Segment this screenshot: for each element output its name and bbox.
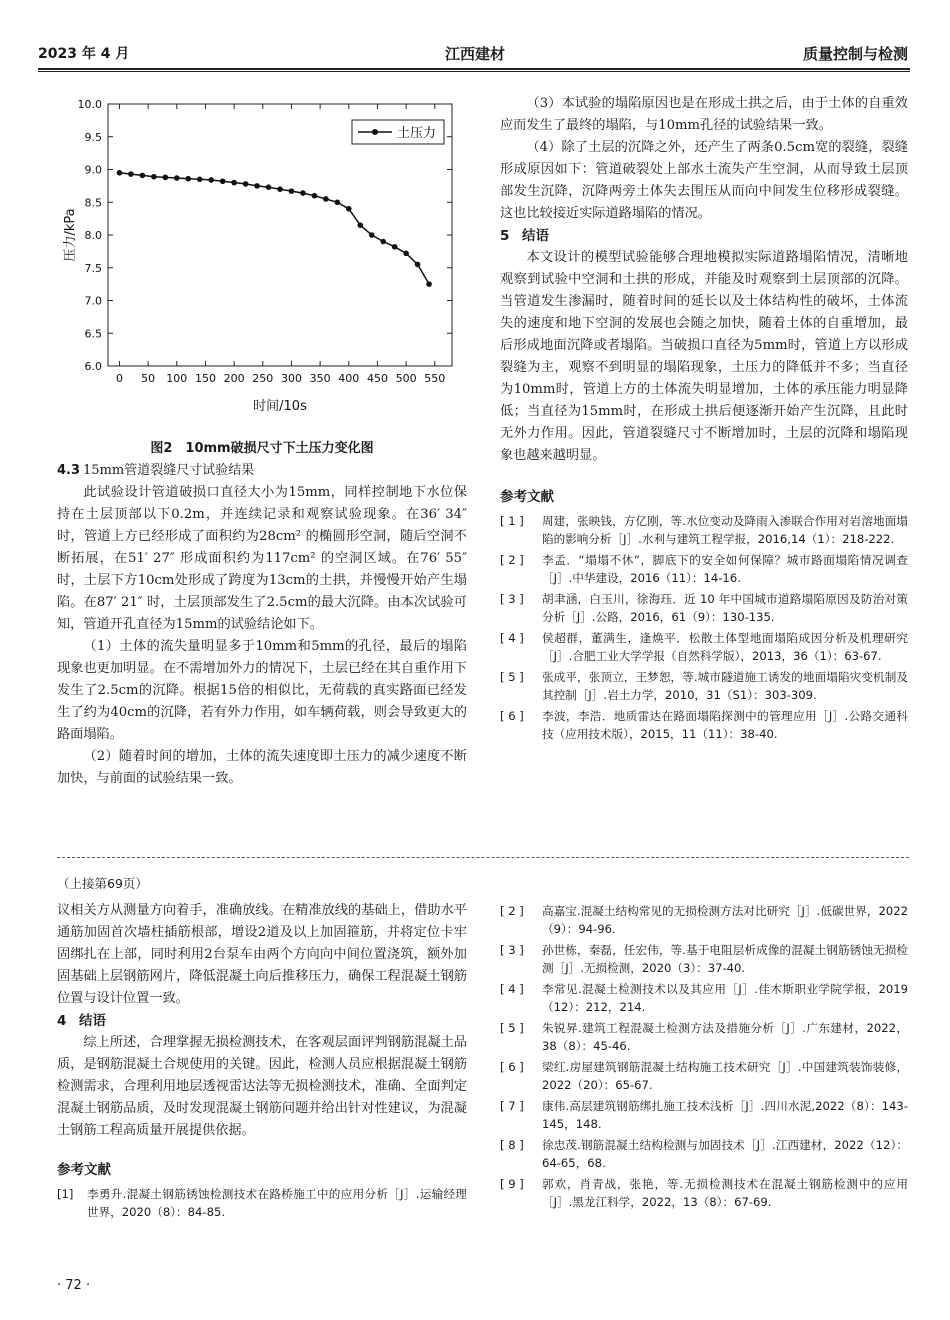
reference-text: 李孟．“塌塌不休”，脚底下的安全如何保障？城市路面塌陷情况调查［J］.中华建设，2016（11）：14-16. xyxy=(542,553,908,585)
reference-number: [ 5 ] xyxy=(500,1021,524,1035)
y-tick-label: 10.0 xyxy=(77,98,102,111)
header-rule xyxy=(38,68,910,70)
reference-text: 梁红.房屋建筑钢筋混凝土结构施工技术研究［J］.中国建筑装饰装修，2022（20）：65-67. xyxy=(542,1060,908,1092)
references-title: 参考文献 xyxy=(500,489,554,505)
reference-number: [ 3 ] xyxy=(500,943,524,957)
data-point xyxy=(426,281,432,287)
reference-number: [ 6 ] xyxy=(500,1060,524,1074)
y-tick-label: 7.5 xyxy=(84,261,102,275)
reference-text: 高嘉宝.混凝土结构常见的无损检测方法对比研究［J］.低碳世界，2022（9）：94-96. xyxy=(542,904,908,936)
legend-marker xyxy=(372,129,378,135)
legend xyxy=(352,120,444,144)
y-tick-label: 7.0 xyxy=(84,294,102,308)
data-point xyxy=(185,176,191,182)
paragraph: （1）土体的流失量明显多于10mm和5mm的孔径，最后的塌陷现象也更加明显。在不需增加外力的情况下，土层已经在其自重作用下发生了2.5cm的沉降。根据15倍的相似比，无荷载的真实路面已经发生了约为40cm的沉降，若有外力作用，如车辆荷载，则会导致更大的路面塌陷。 xyxy=(57,639,467,742)
paragraph: 本文设计的模型试验能够合理地模拟实际道路塌陷情况，清晰地观察到试验中空洞和土拱的形成，并能及时观察到土层顶部的沉降。当管道发生渗漏时，随着时间的延长以及土体结构性的破坏，土体流失的速度和地下空洞的发展也会随之加快，随着土体的自重增加，最后形成地面沉降或者塌陷。当破损口直径为5mm时，管道上方以形成裂缝为主，观察不到明显的塌陷现象，土压力的降低并不多；当直径为10mm时，管道上方的土体流失明显增加，土体的承压能力明显降低；当直径为15mm时，在形成土拱后便逐渐开始产生沉降，且此时无外力作用。因此，管道裂缝尺寸不断增加时，土层的沉降和塌陷现象也越来越明显。 xyxy=(500,250,908,463)
data-point xyxy=(312,193,318,199)
x-tick-label: 250 xyxy=(252,372,274,385)
right-column xyxy=(500,93,908,747)
reference-item xyxy=(500,708,908,743)
reference-number: [ 4 ] xyxy=(500,982,524,996)
page-number: · 72 · xyxy=(57,1278,91,1293)
reference-text: 李波，李浩．地质雷达在路面塌陷探测中的管理应用［J］.公路交通科技（应用技术版），2015，11（11）：38-40. xyxy=(542,709,908,741)
data-point xyxy=(415,262,421,268)
data-point xyxy=(243,181,249,187)
reference-item xyxy=(500,1098,908,1133)
data-point xyxy=(174,175,180,181)
data-point xyxy=(266,184,272,190)
section-4-number: 4 xyxy=(57,1013,67,1029)
data-point xyxy=(403,251,409,257)
reference-item xyxy=(500,1059,908,1094)
reference-item xyxy=(500,903,908,938)
data-point xyxy=(208,177,214,183)
reference-item xyxy=(500,981,908,1016)
pressure-chart xyxy=(60,90,465,430)
reference-item xyxy=(500,1137,908,1172)
reference-item xyxy=(500,669,908,704)
header-date: 2023 年 4 月 xyxy=(38,46,130,62)
reference-text: 徐忠茂.钢筋混凝土结构检测与加固技术［J］.江西建材，2022（12）：64-65，68. xyxy=(542,1138,908,1170)
data-point xyxy=(197,177,203,183)
paragraph: （3）本试验的塌陷原因也是在形成土拱之后，由于土体的自重效应而发生了最终的塌陷，与10mm孔径的试验结果一致。 xyxy=(500,96,908,133)
reference-number: [ 2 ] xyxy=(500,904,524,918)
reference-item xyxy=(500,942,908,977)
legend-label: 土压力 xyxy=(397,126,437,141)
data-point xyxy=(128,171,134,177)
reference-number: [ 1 ] xyxy=(500,514,524,528)
continued-note: （上接第69页） xyxy=(57,876,148,891)
paragraph: 综上所述，合理掌握无损检测技术，在客观层面评判钢筋混凝土品质，是钢筋混凝土合规使用的关键。因此，检测人员应根据混凝土钢筋检测需求，合理利用地层透视雷达法等无损检测技术，准确、全面判定混凝土钢筋品质，及时发现混凝土钢筋问题并给出针对性建议，为混凝土钢筋工程高质量开展提供依据。 xyxy=(57,1035,467,1138)
reference-text: 胡聿涵，白玉川，徐海珏．近 10 年中国城市道路塌陷原因及防治对策分析［J］.公路，2016，61（9）：130-135. xyxy=(542,592,908,624)
header-journal: 江西建材 xyxy=(444,45,505,63)
y-axis-label: 压力/kPa xyxy=(63,208,78,262)
reference-item xyxy=(500,1020,908,1055)
x-tick-label: 50 xyxy=(141,372,156,385)
x-axis-label: 时间/10s xyxy=(253,399,307,414)
reference-text: 侯超群，董满生，逢焕平．松散土体型地面塌陷成因分析及机理研究［J］.合肥工业大学学报（自然科学版），2013，36（1）：63-67. xyxy=(542,631,908,663)
y-tick-label: 8.0 xyxy=(84,229,102,242)
reference-number: [1] xyxy=(57,1187,74,1201)
data-point xyxy=(346,206,352,212)
reference-list xyxy=(500,513,908,743)
y-tick-label: 6.5 xyxy=(84,327,102,341)
reference-text: 李勇升.混凝土钢筋锈蚀检测技术在路桥施工中的应用分析［J］.运输经理世界，2020（8）：84-85. xyxy=(87,1187,467,1219)
x-tick-label: 550 xyxy=(424,372,446,385)
x-tick-label: 150 xyxy=(194,372,216,385)
y-tick-label: 9.5 xyxy=(84,130,102,144)
paragraph: （2）随着时间的增加，土体的流失速度即土压力的减少速度不断加快，与前面的试验结果一致。 xyxy=(57,749,467,786)
section-4-3-number: 4.3 xyxy=(57,463,81,478)
data-point xyxy=(220,178,226,184)
header-section: 质量控制与检测 xyxy=(802,45,908,63)
y-tick-label: 9.0 xyxy=(84,163,102,177)
references-title: 参考文献 xyxy=(57,1162,111,1178)
reference-item xyxy=(500,552,908,587)
section-4-3-title: 15mm管道裂缝尺寸试验结果 xyxy=(83,463,255,478)
reference-item xyxy=(57,1186,467,1221)
data-point xyxy=(277,186,283,192)
reference-item xyxy=(500,1176,908,1211)
bottom-right-column xyxy=(500,903,908,1215)
reference-text: 李常见.混凝土检测技术以及其应用［J］.佳木斯职业学院学报，2019（12）：212，214. xyxy=(542,982,908,1014)
reference-text: 张成平，张顶立，王梦恕，等.城市隧道施工诱发的地面塌陷灾变机制及其控制［J］.岩土力学，2010，31（S1）：303-309. xyxy=(542,670,908,702)
data-point xyxy=(323,196,329,202)
data-point xyxy=(289,188,295,194)
paragraph: 议相关方从测量方向着手，准确放线。在精准放线的基础上，借助水平通筋加固首次墙柱插筋根部，增设2道及以上加固箍筋，并将定位卡牢固绑扎在上部，同时利用2台泵车由两个方向向中间位置浇筑，额外加固基础上层钢筋网片，降低混凝土向后推移压力，确保工程混凝土钢筋位置与设计位置一致。 xyxy=(57,903,467,1006)
data-point xyxy=(380,239,386,245)
x-tick-label: 450 xyxy=(366,372,388,385)
x-tick-label: 500 xyxy=(395,372,417,385)
x-tick-label: 0 xyxy=(115,372,123,385)
left-column xyxy=(57,460,467,790)
reference-text: 郭欢，肖青战，张艳，等.无损检测技术在混凝土钢筋检测中的应用［J］.黑龙江科学，2022，13（8）：67-69. xyxy=(542,1177,908,1209)
data-point xyxy=(151,174,157,180)
reference-text: 康伟.高层建筑钢筋绑扎施工技术浅析［J］.四川水泥,2022（8）：143-145，148. xyxy=(542,1099,908,1131)
section-4-heading xyxy=(57,1010,467,1032)
data-point xyxy=(300,190,306,196)
section-4-3-heading xyxy=(57,460,467,482)
paragraph: 此试验设计管道破损口直径大小为15mm，同样控制地下水位保持在土层顶部以下0.2m，并连续记录和观察试验现象。在36′ 34″ 时，管道上方已经形成了面积约为28cm² 的椭圆形空洞，随后空洞不断拓展，在51′ 27″ 形成面积约为117cm² 的空洞区域。在76′ 55″ 时，土层下方10cm处形成了跨度为13cm的土拱，并慢慢开始产生塌陷。在87′ 21″ 时，土层顶部发生了2.5cm的最大沉降。由本次试验可知，管道开孔直径为15mm的试验结论如下。 xyxy=(57,485,467,632)
data-point xyxy=(392,244,398,250)
reference-item xyxy=(500,513,908,548)
reference-item xyxy=(500,591,908,626)
reference-number: [ 7 ] xyxy=(500,1099,524,1113)
data-point xyxy=(231,180,237,186)
article-divider xyxy=(57,857,909,858)
series-line-group xyxy=(120,173,430,284)
section-5-title: 结语 xyxy=(522,228,549,244)
section-4-title: 结语 xyxy=(79,1013,106,1029)
section-5-heading xyxy=(500,225,908,247)
section-5-number: 5 xyxy=(500,228,510,244)
reference-item xyxy=(500,630,908,665)
data-point xyxy=(369,232,375,238)
data-point xyxy=(335,199,341,205)
figure-caption: 图2 10mm破损尺寸下土压力变化图 xyxy=(150,441,374,456)
reference-number: [ 2 ] xyxy=(500,553,524,567)
reference-text: 朱锐昇.建筑工程混凝土检测方法及措施分析［J］.广东建材，2022，38（8）：45-46. xyxy=(542,1021,908,1053)
data-point xyxy=(254,183,260,189)
y-tick-label: 8.5 xyxy=(84,196,102,210)
x-tick-label: 400 xyxy=(338,372,360,385)
x-tick-label: 300 xyxy=(280,372,302,385)
data-point xyxy=(357,222,363,228)
reference-number: [ 8 ] xyxy=(500,1138,524,1152)
x-tick-label: 200 xyxy=(223,372,245,385)
x-tick-label: 100 xyxy=(166,372,188,385)
x-tick-label: 350 xyxy=(309,372,331,385)
reference-number: [ 9 ] xyxy=(500,1177,524,1191)
header-rule-thin xyxy=(38,71,910,72)
data-point xyxy=(140,173,146,179)
data-point xyxy=(163,175,169,181)
reference-number: [ 6 ] xyxy=(500,709,524,723)
reference-number: [ 3 ] xyxy=(500,592,524,606)
reference-text: 周建，张映钱，方亿刚，等.水位变动及降雨入渗联合作用对岩溶地面塌陷的影响分析［J］.水利与建筑工程学报，2016,14（1）：218-222. xyxy=(542,514,908,546)
reference-text: 孙世栋，秦磊，任宏伟，等.基于电阻层析成像的混凝土钢筋锈蚀无损检测［J］.无损检测，2020（3）：37-40. xyxy=(542,943,908,975)
series-line xyxy=(120,173,430,284)
data-point xyxy=(117,170,123,176)
bottom-left-column xyxy=(57,900,467,1225)
paragraph: （4）除了土层的沉降之外，还产生了两条0.5cm宽的裂缝，裂缝形成原因如下：管道破裂处上部水土流失产生空洞，从而导致土层顶部发生沉降，沉降两旁土体失去围压从而向中间发生位移形成裂缝。这也比较接近实际道路塌陷的情况。 xyxy=(500,140,908,221)
reference-number: [ 4 ] xyxy=(500,631,524,645)
y-tick-label: 6.0 xyxy=(84,360,102,373)
reference-number: [ 5 ] xyxy=(500,670,524,684)
